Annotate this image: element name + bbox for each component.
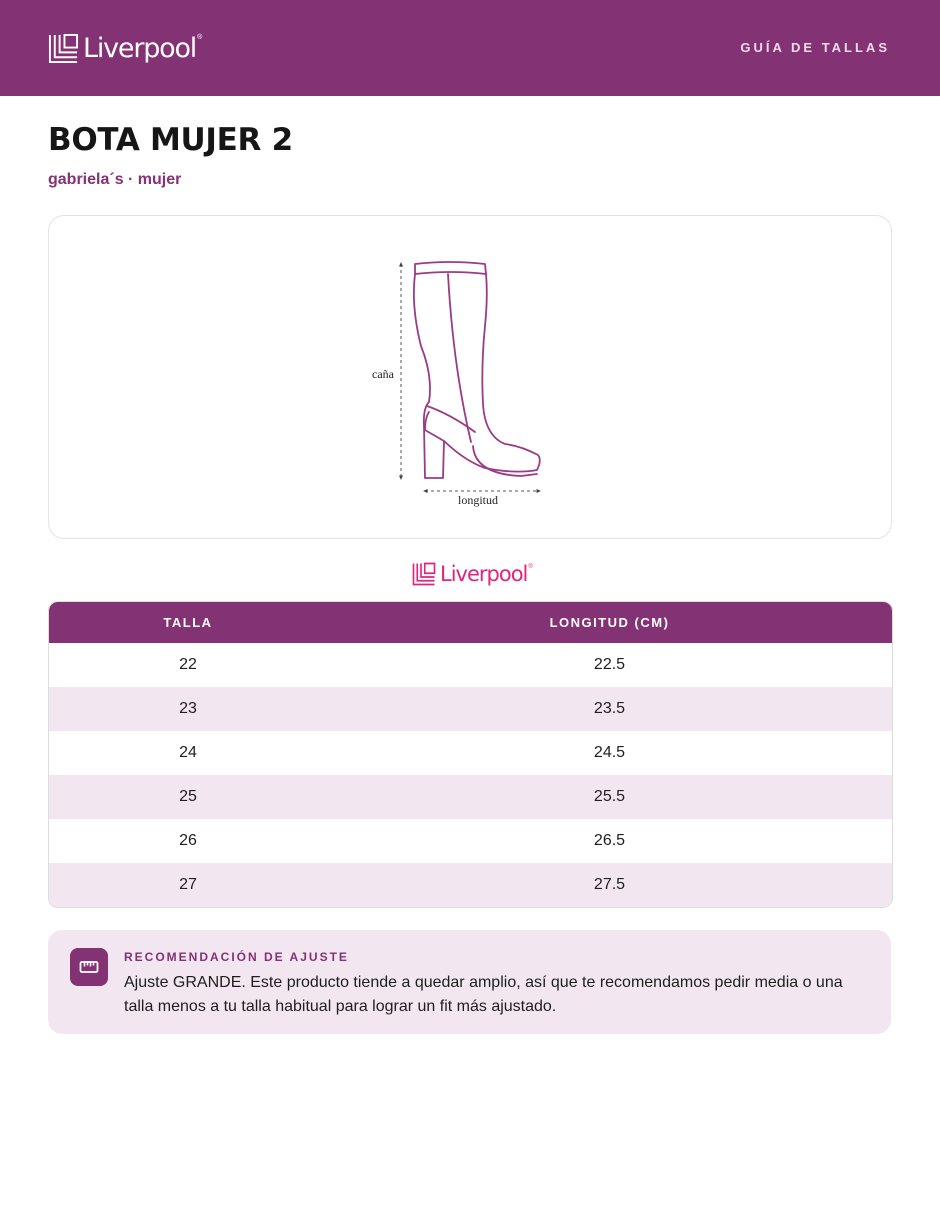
size-cell: 24	[179, 744, 197, 761]
table-row	[49, 775, 892, 819]
cana-label: caña	[372, 367, 394, 381]
length-cell: 22.5	[593, 656, 626, 673]
table-body	[49, 643, 892, 907]
liverpool-logo-mark-pink-icon	[412, 562, 436, 586]
table-row	[49, 687, 892, 731]
recommendation-title: RECOMENDACIÓN DE AJUSTE	[124, 950, 349, 964]
table-row	[49, 731, 892, 775]
length-cell: 27.5	[593, 876, 626, 893]
length-cell: 26.5	[593, 832, 626, 849]
liverpool-logo[interactable]	[48, 30, 202, 66]
table-row	[49, 819, 892, 863]
column-header-longitud: LONGITUD (CM)	[549, 615, 670, 630]
registered-mark: ®	[197, 34, 203, 41]
recommendation-text: Ajuste GRANDE. Este producto tiende a quedar amplio, así que te recomendamos pedir media o una talla menos a tu talla habitual para lograr un fit más ajustado.	[124, 974, 843, 1015]
boot-measurement-icon	[325, 246, 615, 516]
page-title: BOTA MUJER 2	[48, 122, 293, 158]
size-cell: 26	[179, 832, 197, 849]
size-cell: 25	[179, 788, 197, 805]
ruler-icon	[70, 948, 108, 986]
fit-recommendation-box	[48, 930, 891, 1034]
longitud-label: longitud	[458, 493, 499, 507]
liverpool-brand-logo	[412, 562, 533, 586]
size-cell: 27	[179, 876, 197, 893]
liverpool-logo-text: Liverpool	[83, 32, 197, 64]
length-cell: 25.5	[593, 788, 626, 805]
size-guide-label: GUÍA DE TALLAS	[740, 40, 890, 55]
page-header	[0, 0, 940, 96]
column-header-talla: TALLA	[163, 615, 213, 630]
table-row	[49, 643, 892, 687]
table-row	[49, 863, 892, 907]
boot-illustration-card	[48, 215, 892, 539]
length-cell: 24.5	[593, 744, 626, 761]
length-cell: 23.5	[593, 700, 626, 717]
table-header	[49, 602, 892, 643]
size-cell: 22	[179, 656, 197, 673]
product-subtitle: gabriela´s · mujer	[48, 171, 182, 188]
size-cell: 23	[179, 700, 197, 717]
liverpool-logo-mark-icon	[48, 33, 79, 64]
registered-mark-pink: ®	[528, 564, 533, 570]
liverpool-brand-logo-text: Liverpool	[440, 561, 528, 586]
size-table	[48, 601, 893, 908]
